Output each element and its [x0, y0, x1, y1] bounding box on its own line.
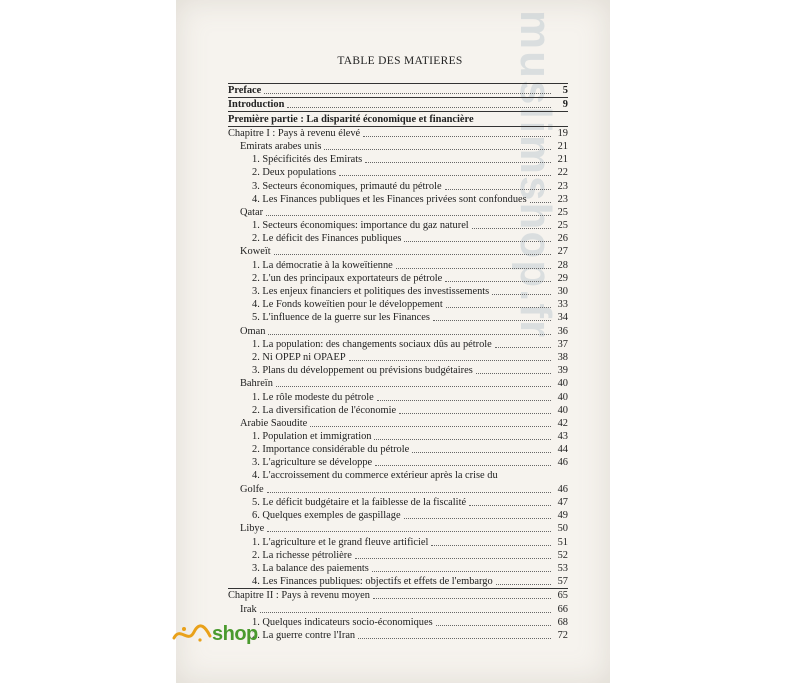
toc-entry-page: 39 [557, 365, 568, 377]
toc-entry-page: 5 [562, 85, 568, 97]
toc-entry-page: 21 [557, 140, 568, 152]
toc-entry [228, 111, 568, 125]
toc-entry-page: 36 [557, 325, 568, 337]
toc-entry [228, 404, 568, 417]
toc-entry-page: 43 [557, 431, 568, 443]
toc-entry [228, 456, 568, 469]
dot-leader [339, 166, 551, 176]
toc-entry [228, 575, 568, 588]
dot-leader [264, 84, 551, 94]
toc-entry [228, 206, 568, 219]
toc-entry-page: 40 [557, 391, 568, 403]
toc-entry-page: 34 [557, 312, 568, 324]
toc-entry [228, 179, 568, 192]
toc-entry-page: 57 [557, 576, 568, 588]
dot-leader [375, 456, 551, 466]
toc-entry-page: 29 [557, 272, 568, 284]
toc-entry-page: 72 [557, 629, 568, 641]
toc-entry [228, 193, 568, 206]
toc-entry-label: Preface [228, 85, 262, 97]
toc-entry-label: Libye [240, 523, 265, 535]
dot-leader [365, 153, 551, 163]
toc-entry-page: 68 [557, 616, 568, 628]
brand-name: shop [212, 622, 258, 645]
toc-entry [228, 602, 568, 615]
toc-entry-label: 2. Importance considérable du pétrole [252, 444, 410, 456]
toc-entry [228, 443, 568, 456]
dot-leader [268, 325, 551, 335]
toc-entry-page: 47 [557, 497, 568, 508]
toc-entry [228, 364, 568, 377]
toc-entry [228, 140, 568, 153]
toc-entry [228, 469, 568, 495]
toc-entry-page: 38 [557, 351, 568, 363]
toc-entry [228, 232, 568, 245]
toc-entry [228, 83, 568, 97]
dot-leader [349, 351, 551, 361]
toc-entry-label: 1. Secteurs économiques: importance du gaz naturel [252, 220, 469, 232]
toc-entry [228, 258, 568, 271]
toc-entry-page: 66 [557, 603, 568, 615]
dot-leader [445, 180, 551, 190]
page-title: TABLE DES MATIERES [337, 55, 463, 67]
dot-leader [431, 536, 551, 546]
toc-entry-page: 22 [557, 167, 568, 179]
dot-leader [472, 219, 551, 229]
toc-entry [228, 126, 568, 140]
toc-entry-label: Arabie Saoudite [240, 417, 308, 429]
dot-leader [412, 443, 551, 453]
dot-leader [310, 417, 551, 427]
dot-leader [492, 285, 551, 295]
toc-entry-label: 3. Secteurs économiques, primauté du pétrole [252, 180, 442, 192]
toc-entry [228, 522, 568, 535]
dot-leader [374, 430, 551, 440]
dot-leader [276, 377, 551, 387]
dot-leader [396, 259, 551, 269]
dot-leader [355, 549, 551, 559]
toc-entry-label: 2. La guerre contre l'Iran [252, 629, 356, 641]
toc-entry [228, 496, 568, 509]
toc-entry-label: 1. Quelques indicateurs socio-économiques [252, 616, 433, 628]
toc-entry-label: Bahreïn [240, 378, 273, 390]
toc-entry-label: Introduction [228, 99, 285, 111]
toc-entry [228, 549, 568, 562]
dot-leader [404, 509, 551, 519]
toc-entry [228, 245, 568, 258]
dot-leader [436, 616, 551, 626]
toc-entry-label: 3. La balance des paiements [252, 562, 369, 574]
toc-entry-page: 30 [557, 286, 568, 297]
dot-leader [274, 245, 551, 255]
toc-entry-page: 53 [557, 562, 568, 574]
toc-entry-page: 37 [557, 338, 568, 350]
dot-leader [399, 404, 551, 414]
toc-entry-label: 4. Le Fonds koweïtien pour le développement [252, 299, 443, 311]
toc-entry-label: 3. Les enjeux financiers et politiques des investissements [252, 286, 490, 297]
toc-entry [228, 629, 568, 642]
toc-entry-page: 46 [557, 457, 568, 469]
dot-leader [358, 629, 551, 639]
toc-entry-page: 51 [557, 536, 568, 548]
toc-entry-label: Irak [240, 603, 257, 615]
table-of-contents [228, 83, 568, 642]
toc-entry-page: 23 [557, 193, 568, 205]
toc-entry-page: 28 [557, 259, 568, 271]
toc-entry-label: Chapitre I : Pays à revenu élevé [228, 127, 361, 139]
toc-entry-label: Koweït [240, 246, 271, 258]
toc-entry [228, 298, 568, 311]
toc-entry-page: 27 [557, 246, 568, 258]
toc-entry-page: 40 [557, 378, 568, 390]
dot-leader [267, 483, 551, 493]
toc-entry-page: 33 [557, 299, 568, 311]
toc-entry [228, 97, 568, 111]
dot-leader [363, 127, 551, 137]
toc-entry-label: 1. L'agriculture et le grand fleuve artificiel [252, 536, 429, 548]
toc-entry-label: 1. La population: des changements sociaux dûs au pétrole [252, 338, 492, 350]
dot-leader [530, 193, 551, 203]
toc-entry-label: 5. Le déficit budgétaire et la faiblesse de la fiscalité [252, 497, 467, 508]
toc-entry-page: 9 [562, 99, 568, 111]
dot-leader [372, 562, 551, 572]
toc-entry [228, 417, 568, 430]
dot-leader [267, 522, 551, 532]
toc-entry [228, 616, 568, 629]
toc-entry-label: Oman [240, 325, 266, 337]
toc-entry-page: 26 [557, 233, 568, 245]
toc-entry-label: 1. Spécificités des Emirats [252, 154, 363, 166]
toc-entry [228, 430, 568, 443]
toc-entry-page: 50 [557, 523, 568, 535]
toc-entry-page: 49 [557, 510, 568, 522]
toc-entry-label: 5. L'influence de la guerre sur les Finances [252, 312, 430, 324]
toc-entry-page: 44 [557, 444, 568, 456]
toc-entry [228, 338, 568, 351]
toc-entry-page: 21 [557, 154, 568, 166]
toc-entry [228, 324, 568, 337]
toc-entry-continuation: Golfe [240, 483, 264, 495]
toc-entry-label: Première partie : La disparité économique et financière [228, 113, 474, 125]
toc-entry-label: Emirats arabes unis [240, 140, 322, 152]
toc-entry-label: 2. La richesse pétrolière [252, 549, 352, 561]
toc-entry-label: 2. Le déficit des Finances publiques [252, 233, 402, 245]
toc-entry [228, 272, 568, 285]
toc-entry-label: 2. Deux populations [252, 167, 336, 179]
toc-entry-label: Chapitre II : Pays à revenu moyen [228, 590, 370, 602]
toc-entry [228, 153, 568, 166]
toc-entry-label: 4. L'accroissement du commerce extérieur après la crise du [252, 470, 498, 482]
toc-entry-label: 1. Le rôle modeste du pétrole [252, 391, 374, 403]
toc-entry [228, 377, 568, 390]
toc-entry-label: 3. Plans du développement ou prévisions budgétaires [252, 365, 473, 377]
brand-logo[interactable] [172, 622, 258, 646]
toc-entry [228, 219, 568, 232]
toc-entry [228, 166, 568, 179]
toc-entry-page: 46 [557, 483, 568, 495]
toc-entry [228, 535, 568, 548]
dot-leader [373, 589, 551, 599]
toc-entry-label: 3. L'agriculture se développe [252, 457, 373, 469]
toc-entry [228, 562, 568, 575]
swirl-icon [172, 622, 212, 646]
toc-entry [228, 311, 568, 324]
dot-leader [445, 272, 551, 282]
dot-leader [260, 603, 551, 613]
toc-entry-label: 1. La démocratie à la koweïtienne [252, 259, 393, 271]
toc-entry-page: 25 [557, 206, 568, 218]
dot-leader [446, 298, 551, 308]
toc-entry-label: 6. Quelques exemples de gaspillage [252, 510, 401, 522]
toc-entry-page: 52 [557, 549, 568, 561]
toc-entry-page: 40 [557, 404, 568, 416]
watermark: muslimshop.fr [511, 10, 560, 340]
toc-entry-page: 25 [557, 220, 568, 232]
dot-leader [433, 311, 551, 321]
dot-leader [377, 391, 551, 401]
dot-leader [496, 575, 551, 585]
toc-entry-label: 2. La diversification de l'économie [252, 404, 397, 416]
toc-entry [228, 285, 568, 298]
toc-entry [228, 509, 568, 522]
dot-leader [266, 206, 551, 216]
toc-entry [228, 351, 568, 364]
toc-entry-label: 4. Les Finances publiques et les Finances privées sont confondues [252, 193, 527, 205]
toc-entry [228, 588, 568, 602]
dot-leader [469, 496, 551, 506]
toc-entry-label: Qatar [240, 206, 264, 218]
toc-entry-page: 19 [557, 127, 568, 139]
dot-leader [324, 140, 551, 150]
dot-leader [476, 364, 551, 374]
toc-entry [228, 390, 568, 403]
toc-entry-label: 2. Ni OPEP ni OPAEP [252, 351, 346, 363]
toc-entry-page: 23 [557, 180, 568, 192]
dot-leader [287, 98, 551, 108]
toc-entry-label: 1. Population et immigration [252, 431, 372, 443]
toc-entry-page: 65 [557, 590, 568, 602]
toc-entry-label: 4. Les Finances publiques: objectifs et effets de l'embargo [252, 576, 493, 588]
toc-entry-label: 2. L'un des principaux exportateurs de pétrole [252, 272, 443, 284]
dot-leader [495, 338, 551, 348]
toc-entry-page: 42 [557, 417, 568, 429]
dot-leader [404, 232, 551, 242]
